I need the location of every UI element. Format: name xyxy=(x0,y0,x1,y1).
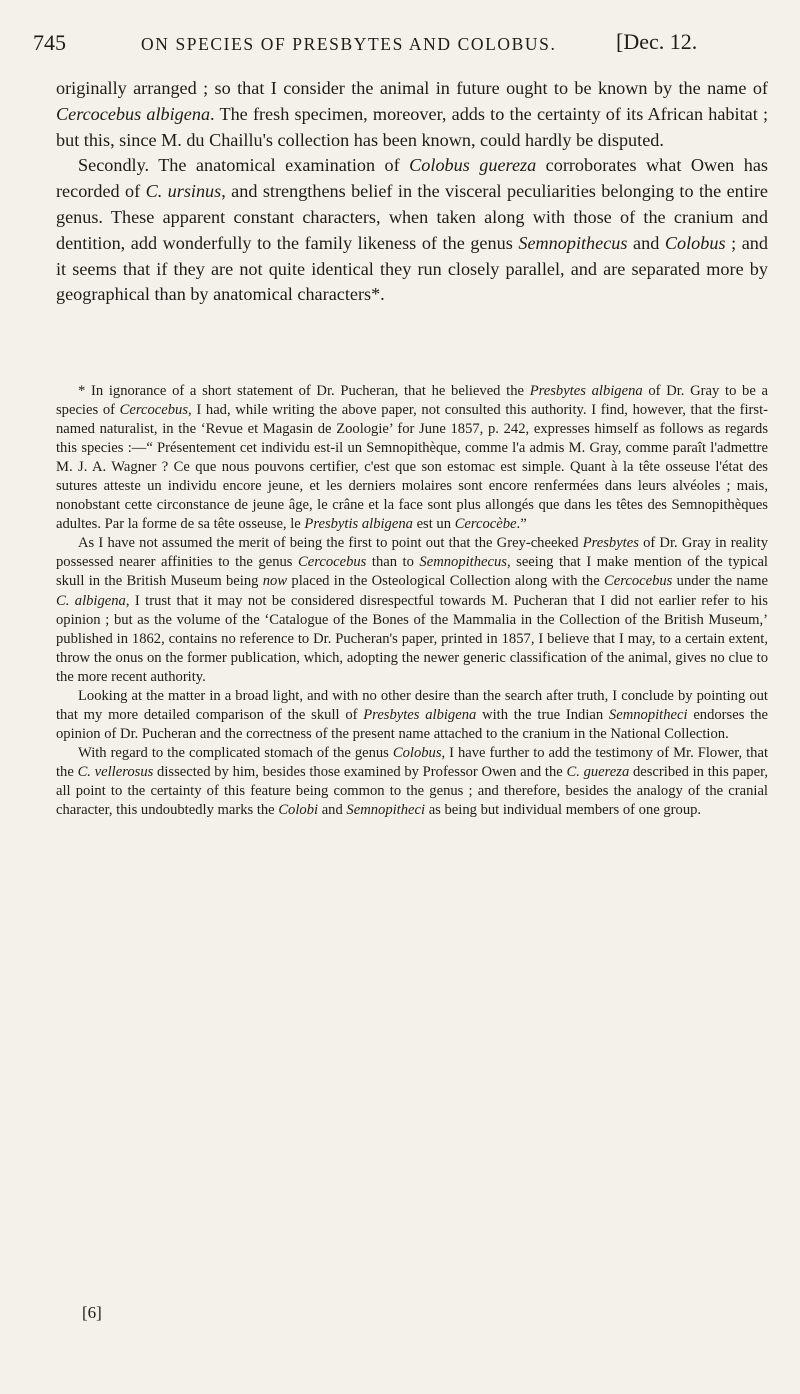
meeting-date: [Dec. 12. xyxy=(616,29,698,54)
footnote-paragraph: * In ignorance of a short statement of Dr. Pucheran, that he believed the Presbytes albigena of Dr. Gray to be a species of Cercocebus, I had, while writing the above paper, not consulted this authority. I find, however, that the first-named naturalist, in the ‘Revue et Magasin de Zoologie’ for June 1857, p. 242, expresses himself as follows as regards this species :—“ Présentement cet individu est-il un Semnopithèque, comme l'a admis M. Gray, comme paraît l'admettre M. J. A. Wagner ? Ce que nous pouvons certifier, c'est que son estomac est simple. Quant à la tête osseuse l'état des sutures atteste un individu encore jeune, et les derniers molaires sont encore renfermées dans leurs alvéoles ; mais, nonobstant cette circonstance de jeune âge, le crâne et la face sont plus allongés que dans les têtes des Semnopithèques adultes. Par la forme de sa tête osseuse, le Presbytis albigena est un Cercocèbe.” xyxy=(56,383,769,533)
footnote xyxy=(56,382,768,820)
page-number: 745 xyxy=(33,30,66,55)
paragraph-continuation: originally arranged ; so that I consider the animal in future ought to be known by the name of Cercocebus albigena. The fresh specimen, moreover, adds to the certainty of its African habitat ; but this, since M. du Chaillu's collection has been known, could hardly be disputed. xyxy=(56,78,768,150)
footnote-paragraph: Looking at the matter in a broad light, and with no other desire than the search after truth, I conclude by pointing out that my more detailed comparison of the skull of Presbytes albigena with the true Indian Semnopitheci endorses the opinion of Dr. Pucheran and the correctness of the present name attached to the cranium in the National Collection. xyxy=(56,687,768,742)
page-header xyxy=(33,26,768,58)
footnote-paragraph: With regard to the complicated stomach of the genus Colobus, I have further to add the testimony of Mr. Flower, that the C. vellerosus dissected by him, besides those examined by Professor Owen and the C. guereza described in this paper, all point to the certainty of this feature being common to the genus ; and therefore, besides the analogy of the cranial character, this undoubtedly marks the Colobi and Semnopitheci as being but individual members of one group. xyxy=(56,744,768,819)
signature-mark: [6] xyxy=(82,1303,102,1322)
footnote-paragraph: As I have not assumed the merit of being the first to point out that the Grey-cheeked Presbytes of Dr. Gray in reality possessed nearer affinities to the genus Cercocebus than to Semnopithecus, seeing that I make mention of the typical skull in the British Museum being now placed in the Osteological Collection along with the Cercocebus under the name C. albigena, I trust that it may not be considered disrespectful towards M. Pucheran that I did not earlier refer to his opinion ; but as the volume of the ‘Catalogue of the Bones of the Mammalia in the Collection of the British Museum,’ published in 1862, contains no reference to Dr. Pucheran's paper, printed in 1857, I believe that I may, to a certain extent, throw the onus on the former publication, which, adopting the newer generic classification of the animal, gives no clue to the more recent authority. xyxy=(56,535,768,685)
main-text xyxy=(56,76,768,308)
paragraph-secondly: Secondly. The anatomical examination of Colobus guereza corroborates what Owen has recorded of C. ursinus, and strengthens belief in the visceral peculiarities belonging to the entire genus. These apparent constant characters, when taken along with those of the cranium and dentition, add wonderfully to the family likeness of the genus Semnopithecus and Colobus ; and it seems that if they are not quite identical they run closely parallel, and are separated more by geographical than by anatomical characters*. xyxy=(56,155,769,305)
running-title: ON SPECIES OF PRESBYTES AND COLOBUS. xyxy=(141,34,557,54)
